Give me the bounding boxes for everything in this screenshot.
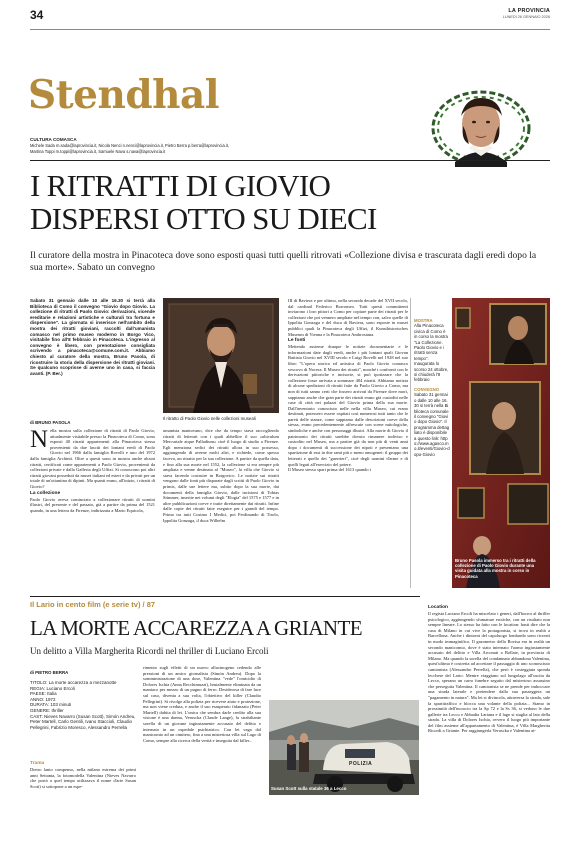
main-col3-text: III di Baviera e per ultimo, nella seconda decade del XVII secolo, dal cardinal Federico Borromeo. Tutti questi committenti inviarono i loro pittori a Como per copiare parte dei ritratti per le collezioni che poi vennero ampliate nel tempo con, salvo quelle di Ippolita Gonzaga e del duca di Baviera, sono esposte in musei pubblici quali la Pinacoteca degli Uffizi, il Kunsthistorisches Museum di Vienna e la Pinacoteca Ambrosiana. (288, 298, 408, 337)
header-rule (30, 29, 550, 30)
film-col3-text: Il regista Luciano Ercoli ha miscelato i generi, dall'horror al thriller psicologico, aggiungendo sfumature erotiche, con un risultato non sempre lineare. Lo stesso ha fatto con le location: basti dire che la casa di Milano in cui vive la protagonista, si trova in realtà a Barcellona. Anche i dintorni del capoluogo lombardo sono ricreati in modo immaginifico. Il gazometro della Bovisa era in realtà un secondo manicomio, dove è stato internato l'uomo ingiustamente accusato del delitto e Villa Arconati a Bollate, in provincia di Milano. Ma quando la sorella del condannato abbandona Valentina, quest'ultima è costretta ad accettare il passaggio di uno sconosciuto camionista (Alessandro Perrella), che però è costeggiata sponda lecchese del Lario. Mentre viaggiano sul lungolago all'uscita da Lecco, sperano un carro funebre seguito dal misterioso assassino che perseguita Valentina. Il camionista se ne prende per imboccare una strada laterale e pretendere dalla sua passeggera un "pagamento in natura". Ma lei si divincola, attraversa la strada, sale la spartitraffico e blocca una volante della polizia... Siamo in prossimità dell'incrocio tra la Sp 72 e la Ss 36, si vedono le due gallerie tra Lecco e Abbadia Lariana e il lago si staglia al lato della strada. La villa di Dolores Ischia, ovvero il luogo più importante del film assieme all'appartamento di Valentina, è Villa Margherita Ricordi a Griante. Per raggiungerla Veruscka e Valentina at- (428, 611, 550, 734)
exhibition-photo-caption: Bruno Pasola immerso tra i ritratti della collezione di Paolo Giovio durante una visita guidata alla mostra in corso in Pinacoteca (455, 558, 536, 579)
film-col3 (428, 604, 550, 734)
side-label-mostra: MOSTRA (414, 318, 433, 323)
main-col3 (288, 298, 408, 473)
giovio-photo-caption: Il ritratto di Paolo Giovio nelle collezioni museali (163, 416, 256, 421)
newspaper-name: LA PROVINCIA (508, 8, 550, 14)
masthead-rule (30, 160, 550, 161)
film-headline: LA MORTE ACCAREZZA A GRIANTE (30, 616, 362, 640)
film-series: Il Lario in cento film (e serie tv) / 87 (30, 600, 156, 609)
stendhal-portrait (415, 82, 550, 167)
main-col3-text-2: Mettendo assieme dunque le notizie documentarie e le informazioni date dagli eredi, anche i più lontani quali Giovan Battista Giovio nel XVIII secolo e Luigi Rovelli nel 1928 nel suo libro "L'opera storica ed artistica di Paolo Giovio comasco vescovo di Nocera. Il Museo dei ritratti", nonché i confronti con le derivazioni pittoriche e incisorie, si può ipotizzare che la collezione fosse arrivata a sommare 404 ritratti. Abbiamo notizia di alcune spedizioni di ritratti fatte da Paolo Giovio a Como, ma non di tutti sanno certi che fossero arrivati da Firenze dove morì, sappiamo anche che gran parte dei ritratti erano già custoditi nelle case di città nei palazzi del Giovio prima della sua morte. Dall'inventario conosciuto nelle nella villa Museo, cui erano destinati, potessero essere ospitati così numerosi tutti tanto che le pareti delle stanze, come sappiamo dalle descrizioni coeve della stessa, erano precedentemente affrescate con scene mitologiche, simboliche e anche con personaggi illustri. Alla morte di Giovio il patrimonio dei ritratti sarebbe dovuto rimanere indiviso e custodito nel Museo, ma a partire già da non più di venti anni dopo i documenti di successione dei nipoti e presentano una spartizione di essi in due rami più o meno omogenei: il gruppo dei letterati e quello dei "guerrieri", cioè degli uomini d'arme e di quelli legati all'esercizio del potere. (288, 344, 408, 467)
film-photo-caption: Susan Scott sulla statale 36 a Lecco (271, 786, 347, 791)
side-info (414, 318, 450, 457)
film-standfirst: Un delitto a Villa Margherita Ricordi nel thriller di Luciano Ercoli (30, 646, 269, 656)
main-headline-line1: I RITRATTI DI GIOVIO (30, 168, 331, 203)
main-headline-line2: DISPERSI OTTO SU DIECI (30, 201, 377, 236)
police-plate: POLIZIA (349, 761, 373, 767)
exhibition-photo (452, 298, 550, 588)
issue-date: LUNEDÌ 26 GENNAIO 2026 (502, 15, 550, 19)
main-col3-subhead: Le fonti (288, 338, 306, 344)
film-col1 (30, 760, 136, 789)
film-col2: rimento sugli effetti di un nuovo allucinogeno cedendo alle pressioni di un amico giornalista (Simón Andreu). Dopo la somministrazione di una dose, Valentina "vede" l'omicidio di Dolores Ischia (Anna Recchimuzzi), brutalmente eliminata da un maniaco per mezzo di un pugno di ferro. Desiderosa di fare luce sul caso, diventa a sua volta, l'obiettivo del killer (Claudio Pellegrini). Si rivolge alla polizia per ricevere aiuto e protezione, ma non viene creduta, e anche il suo esasperato fidanzato (Peter Martell) dubita di lei. L'unica che sembra darle credito alla sua visione è una donna, Veruscka (Claude Lange), la strabiliante sorella di un giovane ingiustamente accusato del delitto e internato in un ospedale psichiatrico. Con lei vaga dal manicomio ad un cimitero, fino a una misteriosa villa sul Lago di Como, sempre alla ricerca della verità e inseguita dal killer... (143, 665, 261, 743)
main-col1 (30, 428, 155, 513)
main-standfirst: Il curatore della mostra in Pinacoteca dove sono esposti quasi tutti quelli ritrovati «Collezione divisa e trascurata dagli eredi dopo la sua morte». Sabato un convegno (30, 250, 537, 273)
film-col1-subhead: Trama (30, 761, 45, 766)
page-number: 34 (30, 8, 44, 22)
section-title: Stendhal (28, 72, 220, 118)
main-col3-text-3: Il Museo stesso spari prima del 1613 quando i (288, 467, 371, 473)
film-byline: di PIETRO BERRA (30, 670, 69, 675)
main-byline: di BRUNO PASOLA (30, 420, 71, 425)
section-subsection: CULTURA COMASCA (30, 137, 77, 142)
film-top-rule (30, 596, 420, 597)
side-text-convegno: Sabato 31 gennaio dalle 10 alle 16.30 si terrà nella Biblioteca comunale il convegno "Giovio dopo Giovio". Il programma dettagliato è disponibile a questo link: https://www.agasco.mo.it/eventi/Giovio-dopo-Giovio (414, 392, 450, 457)
film-col3-subhead: Location (428, 605, 448, 610)
main-col1-subhead: La collezione (30, 490, 61, 496)
side-text-mostra: Alla Pinacoteca civica di Como è in corso la mostra "La Collezione. Paolo Giovio e i ritratti senza tempo". Inaugurata lo scorso 24 ottobre, si chiuderà l'8 febbraio (414, 323, 449, 383)
dropcap: N (30, 426, 49, 453)
film-factbox: TITOLO: La morte accarezza a mezzanotte REGIA: Luciano Ercoli PAESE: Italia ANNO: 1972 DURATA: 103 minuti GENERE: thriller CAST: Nieves Navarro (Susan Scott), Simón Andreu, Peter Martell, Carlo Gentili, Ivano Staccioli, Claudio Pellegrini, Fabrizio Moresco, Alessandro Perrella (30, 680, 136, 730)
film-col1-text: Dietro lanto compenso, nella milano estrema dei primi anni Settanta, la fotomodella Valentina (Nieves Navarro che portò a quel tempo utilizzava il nome d'arte Susan Scott) si sottopone a un espe- (30, 767, 136, 789)
intro-box: Sabato 31 gennaio dalle 10 alle 16.30 si terrà alla Biblioteca di Como il convegno "Giovio dopo Giovio. La collezione di ritratti di Paolo Giovio: derivazioni, vicende ereditarie e relazioni artistiche e culturali tra fortuna e dispersione". La giornata si inserisce nell'ambito della mostra dei ritratti gioviani, raccolti dall'umanista comasco nel primo museo moderno in Borgo Vico, visitabile fino all'8 febbraio in Pinacoteca. L'ingresso al convegno è libero, con prenotazione consigliata scrivendo a pinacoteca@comune.com.it. Abbiamo chiesto al curatore della mostra, Bruno Pasola, di ricostruire la storia della dispersione dei ritratti gioviani. Se qualcuno scoprisse di averne uno in casa, si faccia avanti. (P. Ber.) (30, 298, 155, 376)
side-label-convegno: CONVEGNO (414, 386, 440, 392)
section-credits-2: Martina Toppi m.toppi@laprovincia.it, Samuele Nava s.nava@laprovincia.it (30, 149, 166, 154)
column-divider (410, 298, 411, 588)
laurel-wreath-icon (415, 82, 550, 167)
main-col2: umanista mantovano, dice che da tempo stava raccogliendo ritratti di letterati con i quali abbellire il suo «ubiculum Mercuriale atque Palladium» cioè il luogo di studio a Firenze. Egli menziona sedici dei ritratti allora in suo possesso, aggiungendo di averne molti altri, e richiede, come spesso faceva, un ritratto per la sua collezione. A partire da quella data, e fino alla sua morte nel 1552, la collezione si era sempre più ampliata e venne destinata al "Museo", la villa che Giovio si stava facendo costruire in Borgovico. Le notizie sui ritratti vengono dalle fonti più disparate dagli scritti di Paolo Giovio in primis, dalle sue lettere ma, subito dopo la sua morte, dai documenti della famiglia Giovio, dalle incisioni di Tobias Stimmer, inserite nei volumi degli "Elogia" del 1575 e 1577 e in altre pubblicazioni coeve e tratte direttamente dai ritratti. Infine dalle copie dei ritratti fatte eseguire per i grandi del tempo. Primo tra tutti Cosimo I Medici, poi Ferdinando di Tirolo, Ippolita Gonzaga, il duca Wilhelm (163, 428, 279, 523)
main-col1-text-2: Paolo Giovio aveva cominciato a collezionare ritratti di uomini illustri, del presente e del passato, già a partire da prima del 1521 quando, in una lettera da Firenze, indirizzata a Mario Equicola, (30, 496, 155, 513)
section-credits-1: Michele Sada m.sada@laprovincia.it, Nicola Nenci n.nenci@laprovincia.it, Pietro Berra p.berra@laprovincia.it, (30, 143, 230, 148)
film-still-photo (269, 700, 419, 795)
main-col1-text: ella mostra sulla collezione di ritratti di Paolo Giovio, attualmente visitabile presso la Pinacoteca di Como, sono esposti 40 ritratti appartenenti alla Pinacoteca stessa provenienti da due lasciti dei lontani eredi di Paolo Giovio nel 1966 dalla famiglia Rovelli e uno del 1972 dalla famiglia Archinti. Oltre a questi sono in mostra anche alcuni ritratti, certificati come appartenenti a Paolo Giovio, provenienti da collezioni private e dalla Galleria degli Uffizi. Si conoscono poi altri ritratti giovani posseduti da musei italiani ed esteri e da privati per un totale di un'ottantina di dipinti. Ma quanti erano, all'inizio, i ritratti di Giovio? (30, 428, 155, 489)
giovio-portrait-photo (163, 298, 279, 413)
